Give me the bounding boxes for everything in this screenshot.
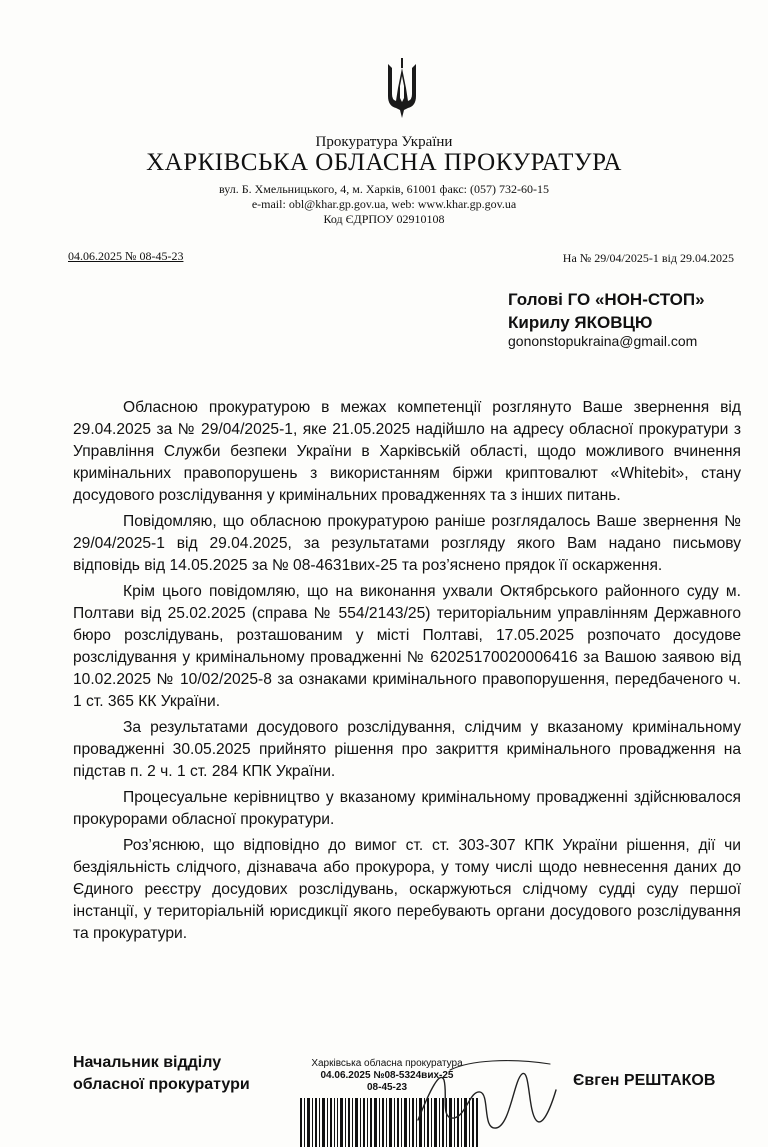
signature-icon: [410, 1050, 560, 1147]
signatory-title: [73, 1052, 250, 1096]
recipient-email: gononstopukraina@gmail.com: [508, 333, 698, 349]
agency-parent-name: Прокуратура України: [315, 134, 453, 150]
paragraph-1: Обласною прокуратурою в межах компетенції розглянуто Ваше звернення від 29.04.2025 за № 29/04/2025-1, яке 21.05.2025 надійшло на адресу обласної прокуратури з Управління Служби безпеки України в Харківській області, щодо можливого вчинення кримінальних правопорушень з використанням біржи криптовалют «Whitebit», стану досудового розслідування у кримінальних провадженнях та з інших питань.: [73, 399, 741, 504]
trident-emblem-icon: [384, 58, 420, 122]
incoming-reference: На № 29/04/2025-1 від 29.04.2025: [562, 251, 734, 265]
stamp-department-code: 08-45-23: [366, 1082, 408, 1093]
paragraph-3: Крім цього повідомляю, що на виконання ухвали Октябрського районного суду м. Полтави від 25.02.2025 (справа № 554/2143/25) територіальним управлінням Державного бюро розслідувань, розташованим у місті Полтаві, 17.05.2025 розпочато досудове розслідування у кримінальному провадженні № 62025170020006416 за Вашою заявою від 10.02.2025 № 10/02/2025-8 за ознаками кримінального правопорушення, передбаченого ч. 1 ст. 365 КК України.: [73, 583, 741, 710]
stamp-agency: Харківська обласна прокуратура: [311, 1058, 463, 1069]
recipient-position: Голові ГО «НОН-СТОП»: [508, 290, 705, 309]
agency-contacts: e-mail: obl@khar.gp.gov.ua, web: www.khar.gp.gov.ua: [251, 197, 517, 211]
signatory-title-line2: обласної прокуратури: [73, 1076, 250, 1093]
agency-code: Код ЄДРПОУ 02910108: [323, 212, 445, 226]
paragraph-5: Процесуальне керівництво у вказаному кримінальному провадженні здійснювалося прокурорами обласної прокуратури.: [73, 789, 741, 828]
letter-body: [73, 397, 741, 949]
stamp-registration-number: 04.06.2025 №08-5324вих-25: [320, 1070, 454, 1081]
signatory-name: Євген РЕШТАКОВ: [573, 1072, 716, 1089]
paragraph-4: За результатами досудового розслідування, слідчим у вказаному кримінальному провадженні 30.05.2025 прийнято рішення про закриття кримінального провадження на підстав п. 2 ч. 1 ст. 284 КПК України.: [73, 719, 741, 780]
agency-address: вул. Б. Хмельницького, 4, м. Харків, 61001 факс: (057) 732-60-15: [219, 182, 549, 196]
outgoing-number: 04.06.2025 № 08-45-23: [68, 249, 184, 263]
signatory-title-line1: Начальник відділу: [73, 1054, 222, 1071]
recipient-name: Кирилу ЯКОВЦЮ: [508, 313, 653, 332]
agency-name: ХАРКІВСЬКА ОБЛАСНА ПРОКУРАТУРА: [146, 149, 622, 176]
paragraph-2: Повідомляю, що обласною прокуратурою раніше розглядалось Ваше звернення № 29/04/2025-1 від 29.04.2025, за результатами розгляду якого Вам надано письмову відповідь від 14.05.2025 за № 08-4631вих-25 та роз’яснено прядок її оскарження.: [73, 513, 741, 574]
paragraph-6: Роз’яснюю, що відповідно до вимог ст. ст. 303-307 КПК України рішення, дії чи бездіяльність слідчого, дізнавача або прокурора, у тому числі щодо невнесення даних до Єдиного реєстру досудових розслідувань, оскаржуються слідчому судді суду першої інстанції, у територіальній юрисдикції якого перебувають органи досудового розслідування та прокуратури.: [73, 837, 741, 942]
